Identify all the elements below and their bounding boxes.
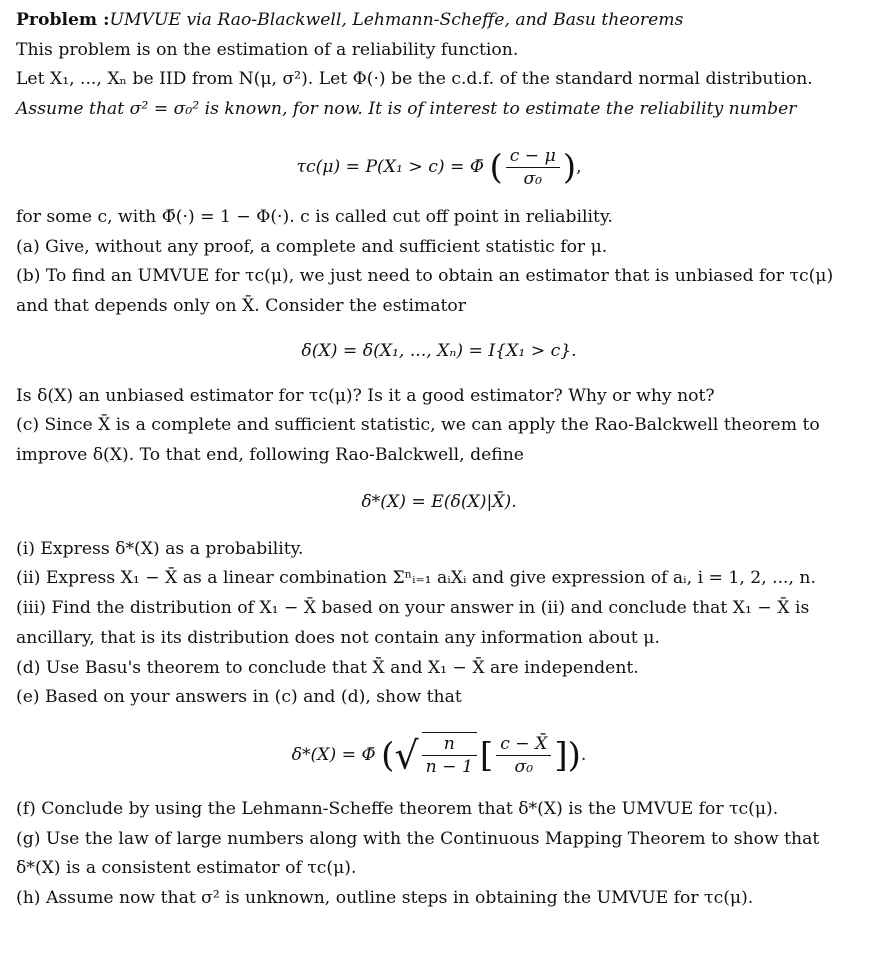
- part-iii-line-1: (iii) Find the distribution of X₁ − X̄ based on your answer in (ii) and conclude that X₁ − X̄ is: [16, 598, 810, 619]
- after-eq1-line: for some c, with Φ̄(·) = 1 − Φ(·). c is called cut off point in reliability.: [16, 206, 613, 227]
- paren-open: (: [489, 147, 503, 188]
- estimator-equation: δ(X) = δ(X₁, ..., Xₙ) = I{X₁ > c}.: [301, 340, 577, 361]
- final-lhs: δ*(X) = Φ̄: [291, 744, 376, 765]
- part-c-line-1: (c) Since X̄ is a complete and sufficient statistic, we can apply the Rao-Balckwell theorem to: [16, 415, 820, 436]
- part-e: (e) Based on your answers in (c) and (d), show that: [16, 687, 462, 708]
- part-h: (h) Assume now that σ² is unknown, outline steps in obtaining the UMVUE for τc(μ).: [16, 888, 754, 909]
- reliability-lhs: τc(μ) = P(X₁ > c) = Φ̄: [296, 156, 484, 177]
- part-b-line-1: (b) To find an UMVUE for τc(μ), we just need to obtain an estimator that is unbiased for τc(μ): [16, 266, 834, 287]
- final-numerator: c − X̄: [496, 733, 551, 756]
- problem-label: Problem :: [16, 10, 110, 30]
- part-d: (d) Use Basu's theorem to conclude that X̄ and X₁ − X̄ are independent.: [16, 657, 639, 678]
- rao-blackwell-equation: δ*(X) = E(δ(X)|X̄).: [361, 491, 517, 512]
- part-g-line-2: δ*(X) is a consistent estimator of τc(μ).: [16, 858, 357, 879]
- reliability-fraction: [506, 145, 560, 190]
- part-b-line-3: Is δ(X) an unbiased estimator for τc(μ)? Is it a good estimator? Why or why not?: [16, 385, 715, 406]
- intro-line-3: Assume that σ² = σ₀² is known, for now. It is of interest to estimate the reliability number: [16, 99, 797, 120]
- part-f: (f) Conclude by using the Lehmann-Scheffe theorem that δ*(X) is the UMVUE for τc(μ).: [16, 798, 779, 819]
- part-i: (i) Express δ*(X) as a probability.: [16, 538, 304, 559]
- part-g-line-1: (g) Use the law of large numbers along with the Continuous Mapping Theorem to show that: [16, 828, 820, 849]
- intro-line-2: Let X₁, ..., Xₙ be IID from N(μ, σ²). Let Φ(·) be the c.d.f. of the standard normal distribution.: [16, 69, 813, 90]
- reliability-denominator: σ₀: [523, 168, 543, 189]
- reliability-numerator: c − μ: [506, 145, 560, 168]
- part-iii-line-2: ancillary, that is its distribution does not contain any information about μ.: [16, 627, 660, 648]
- sqrt-symbol: √: [394, 733, 419, 778]
- part-a: (a) Give, without any proof, a complete and sufficient statistic for μ.: [16, 236, 608, 257]
- sqrt-denominator: n − 1: [425, 757, 473, 778]
- problem-header: [16, 6, 862, 36]
- final-equation: δ*(X) = Φ̄ (√ $\frac{n}{n - 1}$ [ $\frac{c - X̄}{\text{σ₀}}$ ]).: [291, 733, 587, 778]
- intro-line-1: This problem is on the estimation of a reliability function.: [16, 39, 519, 60]
- problem-title: UMVUE via Rao-Blackwell, Lehmann-Scheffe, and Basu theorems: [109, 10, 684, 30]
- final-fraction: [496, 733, 551, 778]
- reliability-equation: τc(μ) = P(X₁ > c) = Φ̄ ( $\frac{c - \mu}{\text{σ₀}}$ ),: [296, 145, 582, 189]
- part-c-line-2: improve δ(X). To that end, following Rao-Balckwell, define: [16, 445, 524, 466]
- part-b-line-2: and that depends only on X̄. Consider the estimator: [16, 295, 466, 316]
- paren-close: ): [562, 147, 577, 188]
- sqrt-fraction: [422, 732, 477, 778]
- final-denominator: σ₀: [514, 756, 534, 777]
- part-ii: (ii) Express X₁ − X̄ as a linear combination Σⁿᵢ₌₁ aᵢXᵢ and give expression of aᵢ, i = 1, 2, ..., n.: [16, 568, 816, 589]
- sqrt-numerator: n: [422, 733, 477, 756]
